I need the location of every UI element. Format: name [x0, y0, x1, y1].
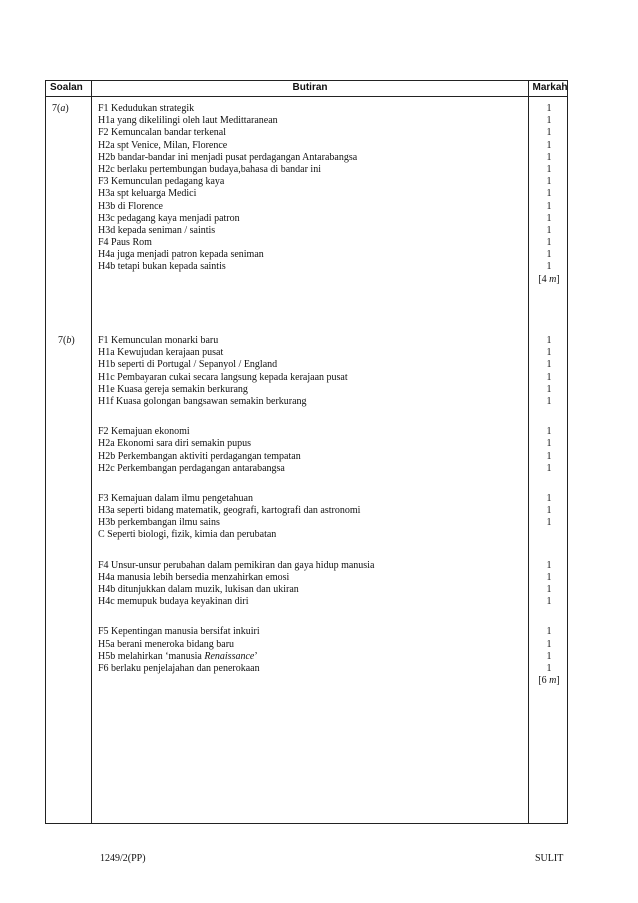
list-item: H2c berlaku pertembungan budaya,bahasa di bandar ini	[98, 163, 321, 175]
mark: 1	[546, 426, 552, 438]
list-item: F3 Kemunculan pedagang kaya	[98, 176, 225, 188]
list-item: H3c pedagang kaya menjadi patron	[98, 212, 240, 224]
list-item: H3b perkembangan ilmu sains	[98, 517, 220, 529]
list-item: H2c Perkembangan perdagangan antarabangsa	[98, 462, 285, 474]
mark: 1	[546, 638, 552, 650]
mark: 1	[546, 188, 552, 200]
mark: 1	[546, 151, 552, 163]
list-item: H3b di Florence	[98, 200, 163, 212]
mark: 1	[546, 249, 552, 261]
mark: 1	[546, 395, 552, 407]
header-markah: Markah	[532, 82, 568, 93]
mark: 1	[546, 517, 552, 529]
list-item: H5b melahirkan ‘manusia Renaissance’	[98, 650, 258, 662]
mark: 1	[546, 176, 552, 188]
mark: 1	[546, 224, 552, 236]
mark: 1	[546, 115, 552, 127]
list-item: H1b seperti di Portugal / Sepanyol / England	[98, 359, 278, 371]
list-item: H5a berani meneroka bidang baru	[98, 638, 235, 650]
mark: 1	[546, 596, 552, 608]
list-item: H3a spt keluarga Medici	[98, 188, 197, 200]
mark: 1	[546, 462, 552, 474]
list-item: H4a manusia lebih bersedia menzahirkan emosi	[98, 571, 290, 583]
mark: 1	[546, 139, 552, 151]
list-item: H4a juga menjadi patron kepada seniman	[98, 249, 264, 261]
list-item: F2 Kemuncalan bandar terkenal	[98, 127, 227, 139]
list-item: H2b Perkembangan aktiviti perdagangan tempatan	[98, 450, 301, 462]
mark: 1	[546, 163, 552, 175]
column-divider-markah	[528, 80, 529, 824]
header-butiran: Butiran	[292, 82, 328, 93]
list-item: H2b bandar-bandar ini menjadi pusat perdagangan Antarabangsa	[98, 151, 358, 163]
mark: 1	[546, 492, 552, 504]
list-item: F6 berlaku penjelajahan dan penerokaan	[98, 662, 260, 674]
mark: 1	[546, 584, 552, 595]
total-mark-7b: [6 m]	[538, 675, 560, 687]
column-divider-soalan	[91, 80, 92, 824]
mark: 1	[546, 371, 552, 383]
mark: 1	[546, 261, 552, 273]
mark: 1	[546, 662, 552, 674]
list-item: H1e Kuasa gereja semakin berkurang	[98, 383, 248, 395]
list-item: H2a spt Venice, Milan, Florence	[98, 139, 228, 151]
list-item: H1a yang dikelilingi oleh laut Medittaranean	[98, 115, 278, 127]
list-item: H2a Ekonomi sara diri semakin pupus	[98, 438, 252, 450]
mark: 1	[546, 212, 552, 224]
list-item: H3a seperti bidang matematik, geografi, kartografi dan astronomi	[98, 505, 361, 517]
list-item: H1a Kewujudan kerajaan pusat	[98, 347, 224, 359]
section-7a-butiran	[98, 103, 526, 274]
list-item: F4 Unsur-unsur perubahan dalam pemikiran dan gaya hidup manusia	[98, 559, 375, 571]
list-item: F5 Kepentingan manusia bersifat inkuiri	[98, 626, 260, 638]
mark: 1	[546, 127, 552, 139]
header-soalan: Soalan	[50, 82, 83, 93]
question-number-7a: 7(a)	[52, 103, 69, 114]
mark: 1	[546, 383, 552, 395]
mark: 1	[546, 450, 552, 462]
section-7b-markah	[532, 335, 566, 687]
mark: 1	[546, 626, 552, 638]
list-item: H4b ditunjukkan dalam muzik, lukisan dan ukiran	[98, 584, 299, 595]
list-item: F2 Kemajuan ekonomi	[98, 426, 190, 438]
mark: 1	[546, 237, 552, 249]
list-item: H1f Kuasa golongan bangsawan semakin berkurang	[98, 395, 307, 407]
paper-code: 1249/2(PP)	[100, 853, 146, 864]
question-number-7b: 7(b)	[58, 335, 75, 346]
classification-label: SULIT	[535, 853, 564, 864]
mark: 1	[546, 359, 552, 371]
mark: 1	[546, 650, 552, 662]
mark: 1	[546, 103, 552, 114]
list-item: H1c Pembayaran cukai secara langsung kepada kerajaan pusat	[98, 371, 348, 383]
list-item: H4c memupuk budaya keyakinan diri	[98, 596, 249, 608]
mark: 1	[546, 505, 552, 517]
list-item: C Seperti biologi, fizik, kimia dan perubatan	[98, 529, 277, 541]
mark: 1	[546, 559, 552, 571]
mark: 1	[546, 200, 552, 212]
mark: 1	[546, 571, 552, 583]
section-7b-butiran	[98, 335, 526, 675]
list-item: F4 Paus Rom	[98, 237, 152, 249]
mark: 1	[546, 347, 552, 359]
list-item: F1 Kedudukan strategik	[98, 103, 195, 114]
header-divider	[45, 96, 568, 97]
list-item: F1 Kemunculan monarki baru	[98, 335, 219, 346]
mark: 1	[546, 335, 552, 346]
list-item: H3d kepada seniman / saintis	[98, 224, 216, 236]
mark: 1	[546, 438, 552, 450]
total-mark-7a: [4 m]	[538, 273, 560, 285]
list-item: H4b tetapi bukan kepada saintis	[98, 261, 226, 273]
mark	[532, 529, 566, 541]
list-item: F3 Kemajuan dalam ilmu pengetahuan	[98, 492, 253, 504]
section-7a-markah	[532, 103, 566, 286]
